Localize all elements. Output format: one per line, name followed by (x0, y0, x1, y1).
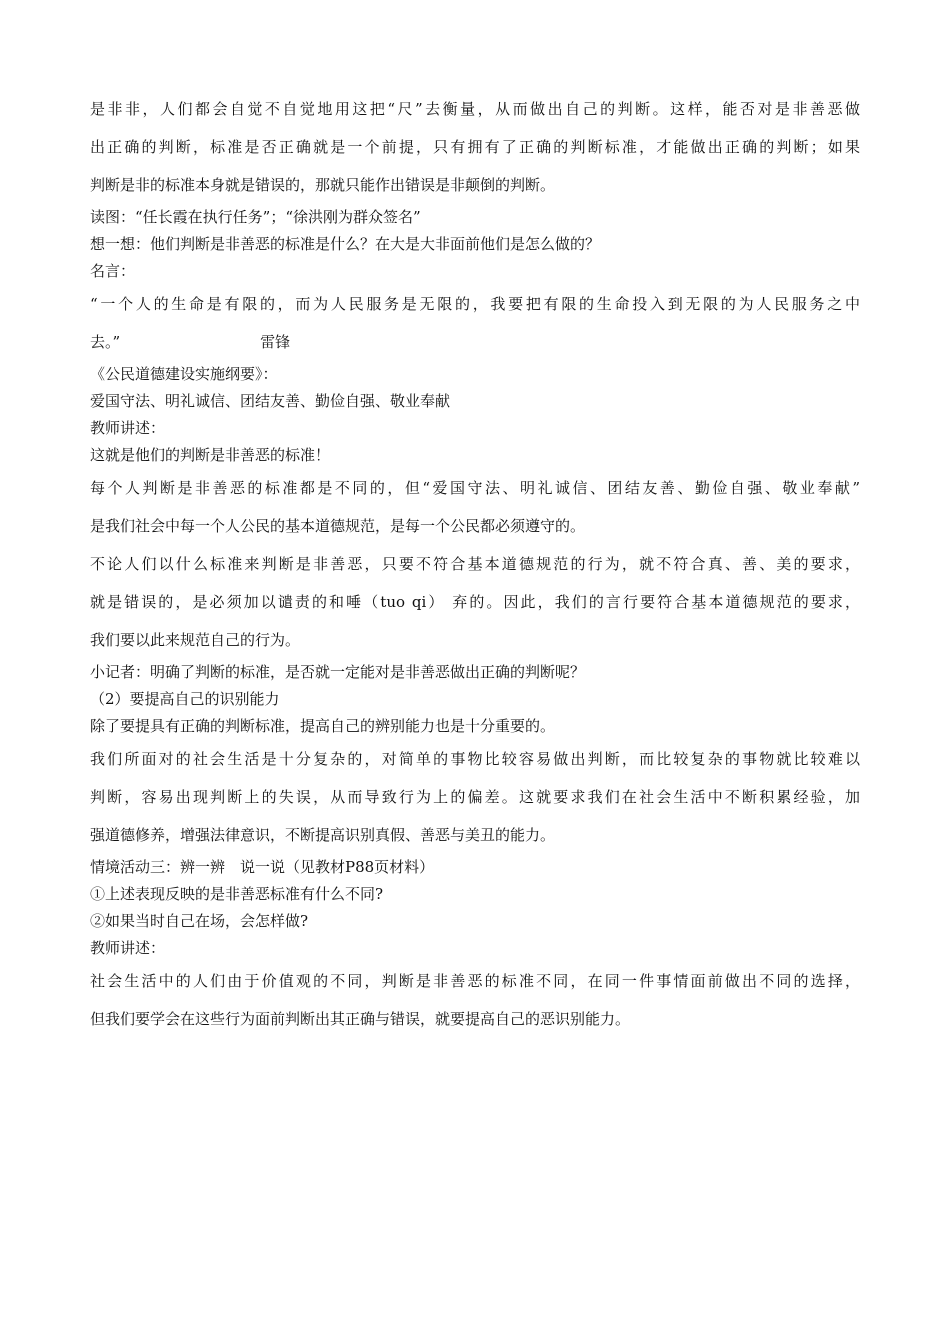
document-page (90, 90, 860, 1038)
paragraph-line: 判断，容易出现判断上的失误，从而导致行为上的偏差。这就要求我们在社会生活中不断积累经验，加 (90, 788, 860, 806)
paragraph-line: 出正确的判断，标准是否正确就是一个前提，只有拥有了正确的判断标准，才能做出正确的判断；如果 (90, 138, 860, 156)
paragraph-line: 是我们社会中每一个人公民的基本道德规范，是每一个公民都必须遵守的。 (90, 517, 586, 535)
quote-line: “一个人的生命是有限的，而为人民服务是无限的，我要把有限的生命投入到无限的为人民服务之中 (90, 295, 860, 313)
paragraph-line: 爱国守法、明礼诚信、团结友善、勤俭自强、敬业奉献 (90, 392, 451, 410)
paragraph-line: 强道德修养，增强法律意识，不断提高识别真假、善恶与美丑的能力。 (90, 826, 556, 844)
paragraph-line: 除了要提具有正确的判断标准，提高自己的辨别能力也是十分重要的。 (90, 717, 556, 735)
paragraph-line: 教师讲述： (90, 419, 166, 437)
question-item: ②如果当时自己在场，会怎样做? (90, 912, 309, 930)
paragraph-line: 我们所面对的社会生活是十分复杂的，对简单的事物比较容易做出判断，而比较复杂的事物就比较难以 (90, 750, 860, 768)
paragraph-line: 教师讲述： (90, 939, 166, 957)
paragraph-line: 想一想：他们判断是非善恶的标准是什么？在大是大非面前他们是怎么做的？ (90, 235, 601, 253)
quote-line (90, 323, 860, 361)
paragraph-line: 社会生活中的人们由于价值观的不同，判断是非善恶的标准不同，在同一件事情面前做出不同的选择， (90, 972, 860, 990)
paragraph-line: 这就是他们的判断是非善恶的标准！ (90, 446, 331, 464)
paragraph-line: 就是错误的，是必须加以谴责的和唾（tuo qi） 弃的。因此，我们的言行要符合基本道德规范的要求， (90, 593, 860, 611)
quote-end: 去。” (90, 333, 121, 351)
paragraph-line: 我们要以此来规范自己的行为。 (90, 631, 301, 649)
paragraph-line: 不论人们以什么标准来判断是非善恶，只要不符合基本道德规范的行为，就不符合真、善、美的要求， (90, 555, 860, 573)
paragraph-line: 《公民道德建设实施纲要》： (90, 365, 278, 383)
paragraph-line: 名言： (90, 262, 136, 280)
quote-author: 雷锋 (260, 333, 291, 351)
paragraph-line: 读图：“任长霞在执行任务”；“徐洪刚为群众签名” (90, 208, 421, 226)
paragraph-line: 每个人判断是非善恶的标准都是不同的，但“爱国守法、明礼诚信、团结友善、勤俭自强、敬业奉献” (90, 479, 860, 497)
section-heading: （2）要提高自己的识别能力 (90, 690, 280, 708)
paragraph-line: 是非非，人们都会自觉不自觉地用这把“尺”去衡量，从而做出自己的判断。这样，能否对是非善恶做 (90, 100, 860, 118)
paragraph-line: 但我们要学会在这些行为面前判断出其正确与错误，就要提高自己的恶识别能力。 (90, 1010, 631, 1028)
activity-heading: 情境活动三：辨一辨 说一说（见教材P88页材料） (90, 858, 435, 876)
paragraph-line: 判断是非的标准本身就是错误的，那就只能作出错误是非颠倒的判断。 (90, 176, 556, 194)
question-item: ①上述表现反映的是非善恶标准有什么不同? (90, 885, 384, 903)
paragraph-line: 小记者：明确了判断的标准，是否就一定能对是非善恶做出正确的判断呢？ (90, 663, 586, 681)
